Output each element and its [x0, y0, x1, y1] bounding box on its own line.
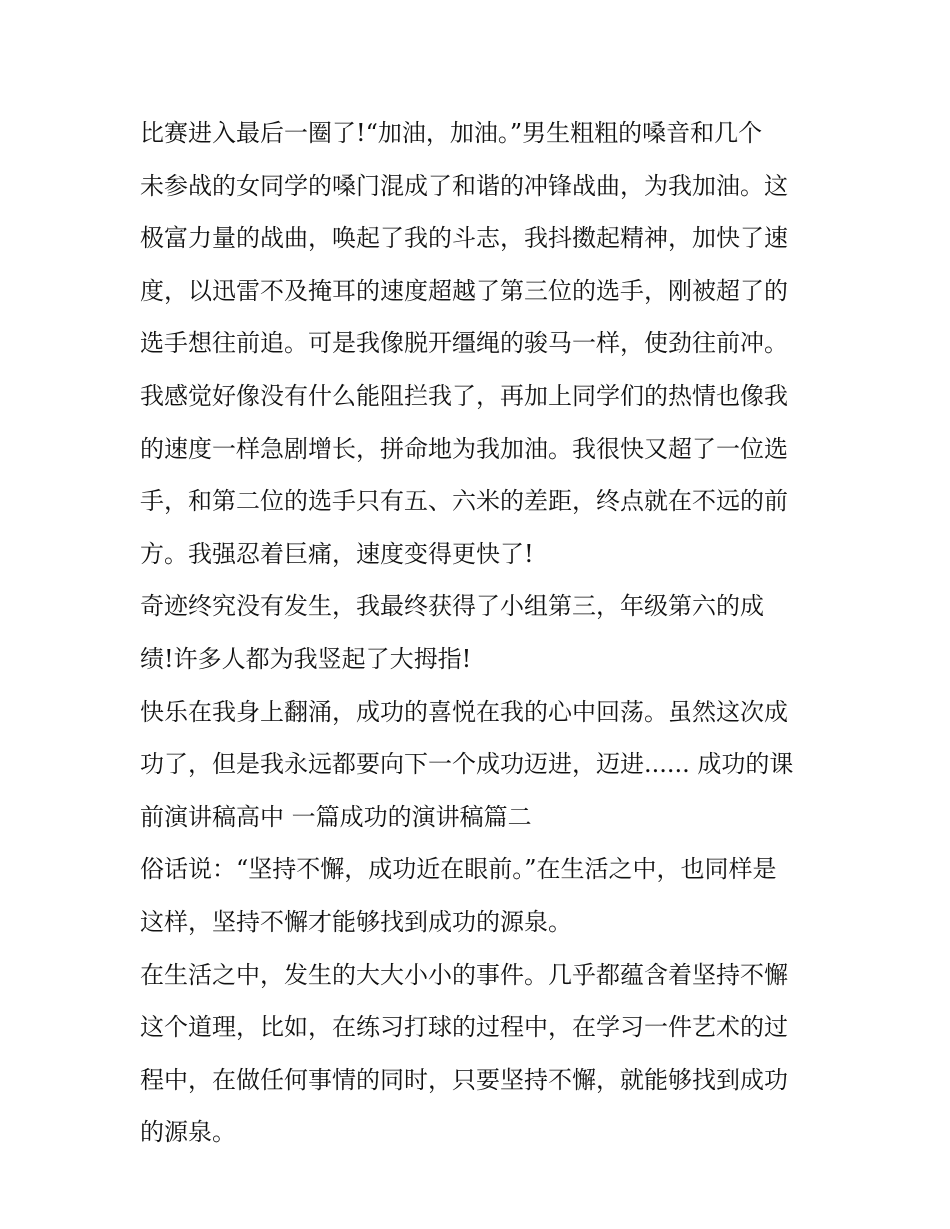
text-line: 比赛进入最后一圈了!“加油，加油。”男生粗粗的嗓音和几个 — [140, 119, 763, 147]
text-line: 奇迹终究没有发生，我最终获得了小组第三，年级第六的成 — [140, 592, 764, 621]
text-line: 这样，坚持不懈才能够找到成功的源泉。 — [140, 907, 572, 936]
text-line: 方。我强忍着巨痛，速度变得更快了! — [140, 539, 534, 568]
text-line: 快乐在我身上翻涌，成功的喜悦在我的心中回荡。虽然这次成 — [140, 697, 788, 726]
text-line: 的源泉。 — [140, 1118, 236, 1147]
text-line: 在生活之中，发生的大大小小的事件。几乎都蕴含着坚持不懈 — [140, 960, 788, 989]
text-line: 极富力量的战曲，唤起了我的斗志，我抖擞起精神，加快了速 — [140, 224, 788, 253]
text-line: 我感觉好像没有什么能阻拦我了，再加上同学们的热情也像我 — [140, 381, 788, 410]
text-line: 程中，在做任何事情的同时，只要坚持不懈，就能够找到成功 — [140, 1065, 788, 1094]
text-line: 前演讲稿高中 一篇成功的演讲稿篇二 — [140, 802, 532, 831]
text-line: 功了，但是我永远都要向下一个成功迈进，迈进...... 成功的课 — [140, 750, 794, 779]
document-body — [140, 107, 820, 1159]
text-line: 手，和第二位的选手只有五、六米的差距，终点就在不远的前 — [140, 487, 788, 516]
text-line: 绩!许多人都为我竖起了大拇指! — [140, 644, 472, 673]
text-line: 俗话说：“坚持不懈，成功近在眼前。”在生活之中，也同样是 — [140, 855, 777, 884]
text-line: 度，以迅雷不及掩耳的速度超越了第三位的选手，刚被超了的 — [140, 276, 788, 305]
text-line: 未参战的女同学的嗓门混成了和谐的冲锋战曲，为我加油。这 — [140, 171, 788, 200]
text-line: 选手想往前追。可是我像脱开缰绳的骏马一样，使劲往前冲。 — [140, 329, 788, 358]
text-line: 的速度一样急剧增长，拼命地为我加油。我很快又超了一位选 — [140, 434, 788, 463]
text-line: 这个道理，比如，在练习打球的过程中，在学习一件艺术的过 — [140, 1013, 788, 1042]
